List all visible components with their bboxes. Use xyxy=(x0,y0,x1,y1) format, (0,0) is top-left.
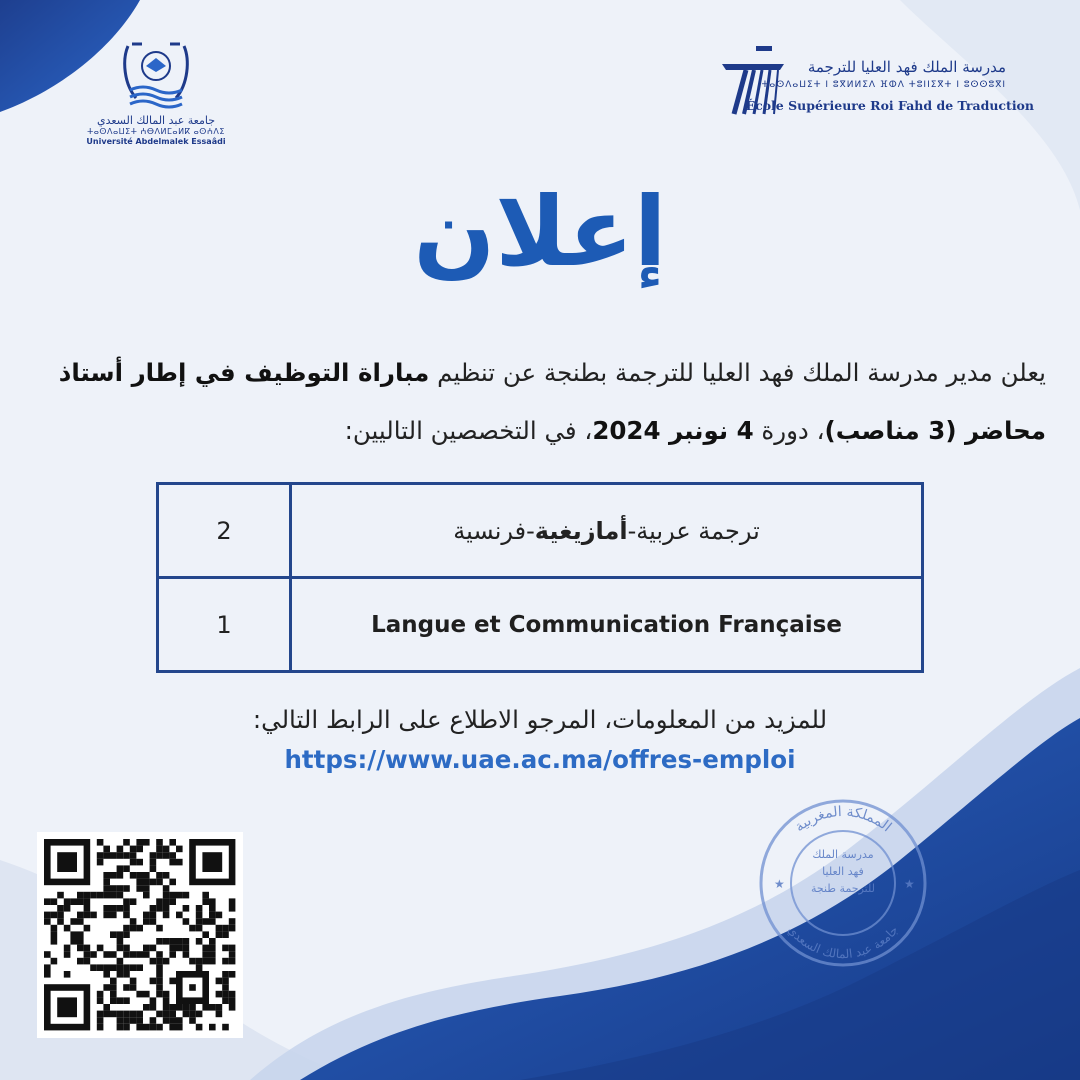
session-date: 4 نونبر 2024 xyxy=(592,416,754,445)
university-name-tifinagh: ⵜⴰⵙⴷⴰⵡⵉⵜ ⵄⴱⴷⵍⵎⴰⵍⴽ ⴰⵙⵄⴷⵉ xyxy=(87,127,225,136)
specialty-part: ترجمة عربية- xyxy=(627,516,760,545)
specialty-part: -فرنسية xyxy=(453,516,535,545)
official-stamp-icon xyxy=(754,794,932,972)
university-emblem-icon xyxy=(116,40,196,114)
star-icon: ★ xyxy=(774,877,785,891)
announcement-title: إعلان xyxy=(413,176,667,288)
university-name-fr: Université Abdelmalek Essaâdi xyxy=(86,137,226,146)
intro-text: يعلن مدير مدرسة الملك فهد العليا للترجمة بطنجة عن تنظيم xyxy=(429,358,1046,387)
specialties-table xyxy=(156,482,924,673)
tail-text: ، في التخصصين التاليين: xyxy=(344,416,593,445)
more-info-text: للمزيد من المعلومات، المرجو الاطلاع على الرابط التالي: xyxy=(252,705,828,734)
contest-text: مباراة التوظيف في إطار أستاذ محاضر (3 مناصب) xyxy=(58,358,1046,445)
announcement-paragraph xyxy=(36,344,1046,460)
qr-code-icon[interactable] xyxy=(37,832,243,1038)
stamp-top-text: المملكة المغربية xyxy=(791,803,895,836)
positions-count: 2 xyxy=(158,484,291,578)
session-text: ، دورة xyxy=(753,416,825,445)
stamp-bottom-text: جامعة عبد المالك السعدي xyxy=(785,922,901,962)
specialty-bold: أمازيغية xyxy=(534,516,628,545)
school-logo xyxy=(716,40,1046,130)
university-logo xyxy=(86,40,226,147)
table-row xyxy=(158,578,923,672)
university-name-ar: جامعة عبد المالك السعدي xyxy=(96,114,216,127)
positions-count: 1 xyxy=(158,578,291,672)
school-name-ar: مدرسة الملك فهد العليا للترجمة xyxy=(807,58,1006,76)
school-name-tifinagh: ⵜⴰⵙⴷⴰⵡⵉⵜ ⵏ ⵓⴳⵍⵍⵉⴷ ⴼⵀⴷ ⵜⵓⵏⵏⵉⴳⵜ ⵏ ⵓⵙⵙⵓⴳⵏ xyxy=(761,80,1006,90)
star-icon: ★ xyxy=(904,877,915,891)
specialty-label: Langue et Communication Française xyxy=(291,578,923,672)
table-row xyxy=(158,484,923,578)
school-name-fr: École Supérieure Roi Fahd de Traduction xyxy=(745,98,1034,113)
stamp-center-text: مدرسة الملك فهد العليا للترجمة طنجة xyxy=(810,848,875,895)
specialty-label xyxy=(291,484,923,578)
offers-link[interactable]: https://www.uae.ac.ma/offres-emploi xyxy=(284,745,796,774)
